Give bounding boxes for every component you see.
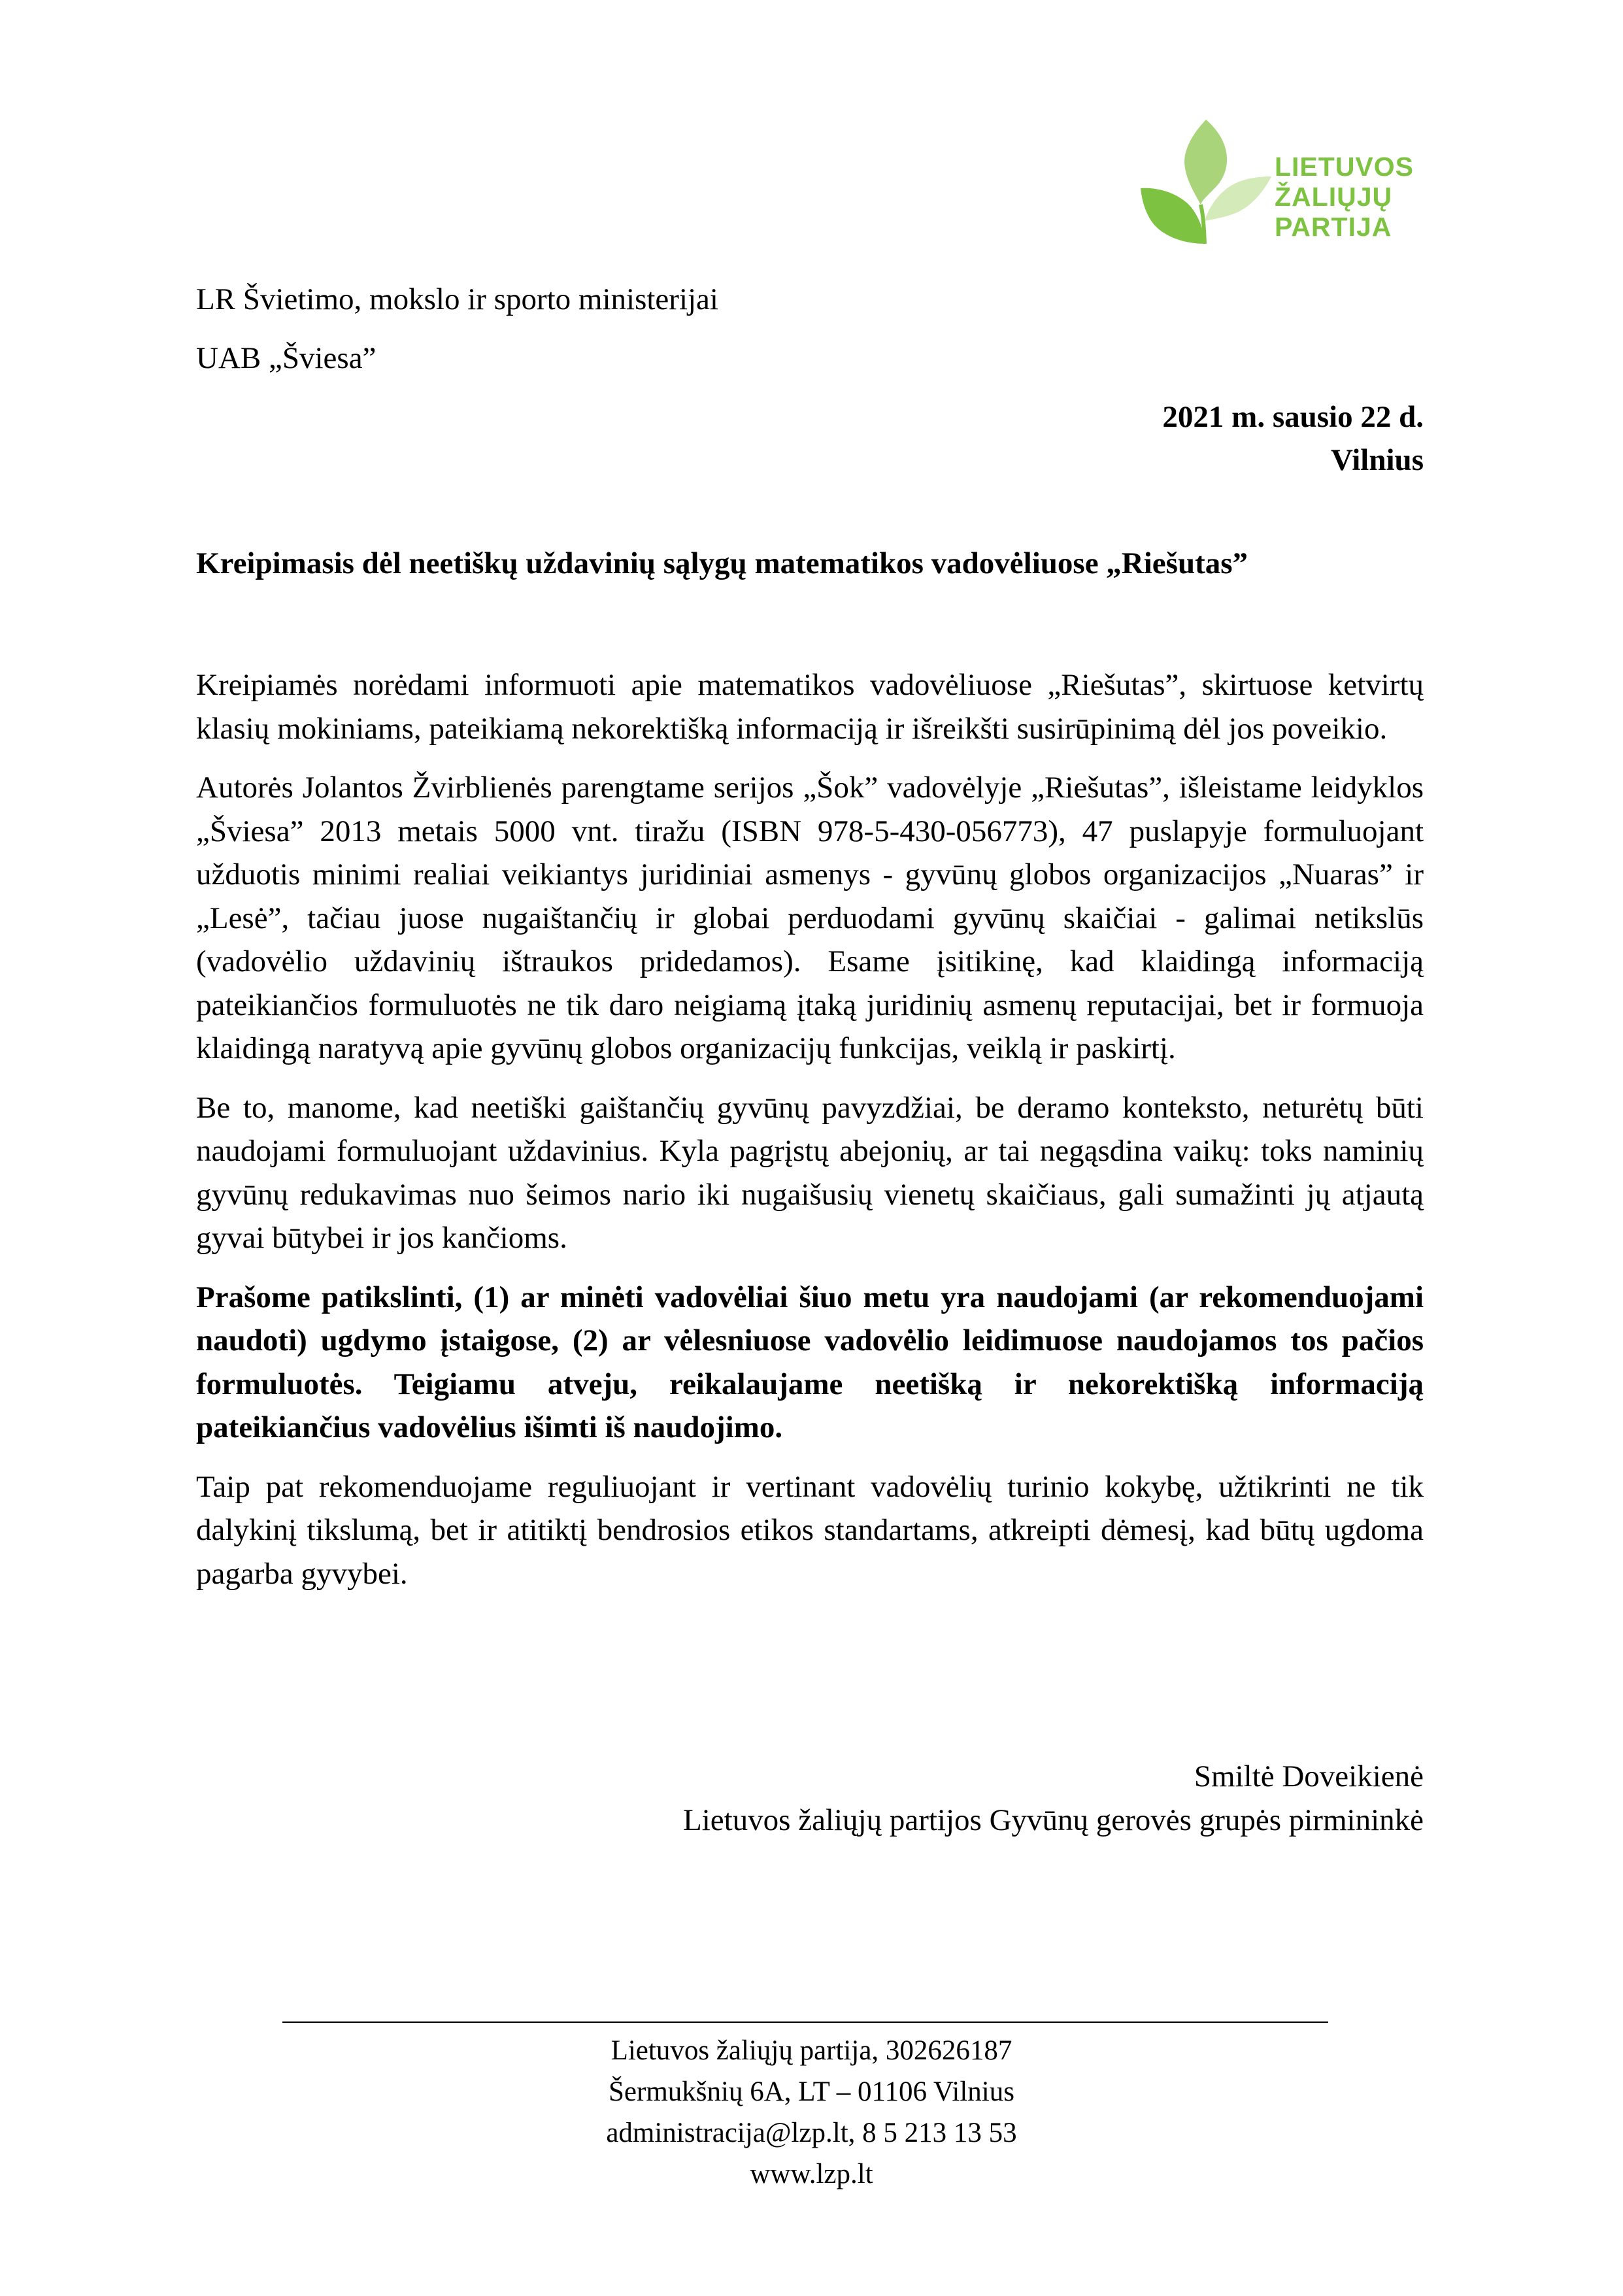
letter-date: 2021 m. sausio 22 d. — [1162, 400, 1424, 434]
letter-city: Vilnius — [1331, 443, 1424, 477]
signer-name: Smiltė Doveikienė — [1194, 1759, 1424, 1793]
logo-wordmark — [1275, 152, 1414, 242]
recipient-line-1: LR Švietimo, mokslo ir sporto ministerijai — [196, 282, 718, 316]
leaf-sprout-icon — [1141, 116, 1271, 254]
paragraph-1: Kreipiamės norėdami informuoti apie matematikos vadovėliuose „Riešutas”, skirtuose ketvirtų klasių mokiniams, pateikiamą nekorektišką informaciją ir išreikšti susirūpinimą dėl jos poveikio. — [196, 668, 1424, 746]
footer-org: Lietuvos žaliųjų partija, 302626187 — [611, 2035, 1012, 2066]
footer-divider — [282, 2021, 1328, 2023]
footer-address: Šermukšnių 6A, LT – 01106 Vilnius — [609, 2076, 1014, 2107]
party-logo — [1141, 116, 1415, 254]
letter-subject: Kreipimasis dėl neetiškų uždavinių sąlygų matematikos vadovėliuose „Riešutas” — [196, 546, 1248, 580]
signature-block — [683, 1755, 1424, 1842]
logo-line-2: ŽALIŲJŲ — [1275, 182, 1393, 212]
date-place-block — [1162, 395, 1424, 482]
logo-line-3: PARTIJA — [1275, 212, 1392, 242]
letter-body — [196, 663, 1424, 1611]
signer-title: Lietuvos žaliųjų partijos Gyvūnų gerovės grupės pirmininkė — [682, 1803, 1424, 1837]
paragraph-4-request: Prašome patikslinti, (1) ar minėti vadovėliai šiuo metu yra naudojami (ar rekomenduojami naudoti) ugdymo įstaigose, (2) ar vėlesniuose vadovėlio leidimuose naudojamos tos pačios formuluotės. Teigiamu atveju, reikalaujame neetišką ir nekorektišką informaciją pateikiančius vadovėlius išimti iš naudojimo. — [196, 1280, 1424, 1444]
letter-footer — [0, 2030, 1623, 2195]
footer-contacts: administracija@lzp.lt, 8 5 213 13 53 — [606, 2118, 1017, 2148]
recipient-line-2: UAB „Šviesa” — [196, 341, 376, 375]
footer-website: www.lzp.lt — [750, 2159, 873, 2189]
paragraph-3: Be to, manome, kad neetiški gaištančių gyvūnų pavyzdžiai, be deramo konteksto, neturėtų būti naudojami formuluojant uždavinius. Kyla pagrįstų abejonių, ar tai negąsdina vaikų: toks naminių gyvūnų redukavimas nuo šeimos nario iki nugaišusių vienetų skaičiaus, gali sumažinti jų atjautą gyvai būtybei ir jos kančioms. — [196, 1090, 1424, 1255]
logo-line-1: LIETUVOS — [1275, 152, 1414, 182]
paragraph-5: Taip pat rekomenduojame reguliuojant ir vertinant vadovėlių turinio kokybę, užtikrinti ne tik dalykinį tikslumą, bet ir atitiktį bendrosios etikos standartams, atkreipti dėmesį, kad būtų ugdoma pagarba gyvybei. — [196, 1469, 1424, 1591]
paragraph-2: Autorės Jolantos Žvirblienės parengtame serijos „Šok” vadovėlyje „Riešutas”, išleistame leidyklos „Šviesa” 2013 metais 5000 vnt. tiražu (ISBN 978-5-430-056773), 47 puslapyje formuluojant užduotis minimi realiai veikiantys juridiniai asmenys - gyvūnų globos organizacijos „Nuaras” ir „Lesė”, tačiau juose nugaištančių ir globai perduodami gyvūnų skaičiai - galimai netikslūs (vadovėlio uždavinių ištraukos pridedamos). Esame įsitikinę, kad klaidingą informaciją pateikiančios formuluotės ne tik daro neigiamą įtaką juridinių asmenų reputacijai, bet ir formuoja klaidingą naratyvą apie gyvūnų globos organizacijų funkcijas, veiklą ir paskirtį. — [196, 771, 1424, 1065]
